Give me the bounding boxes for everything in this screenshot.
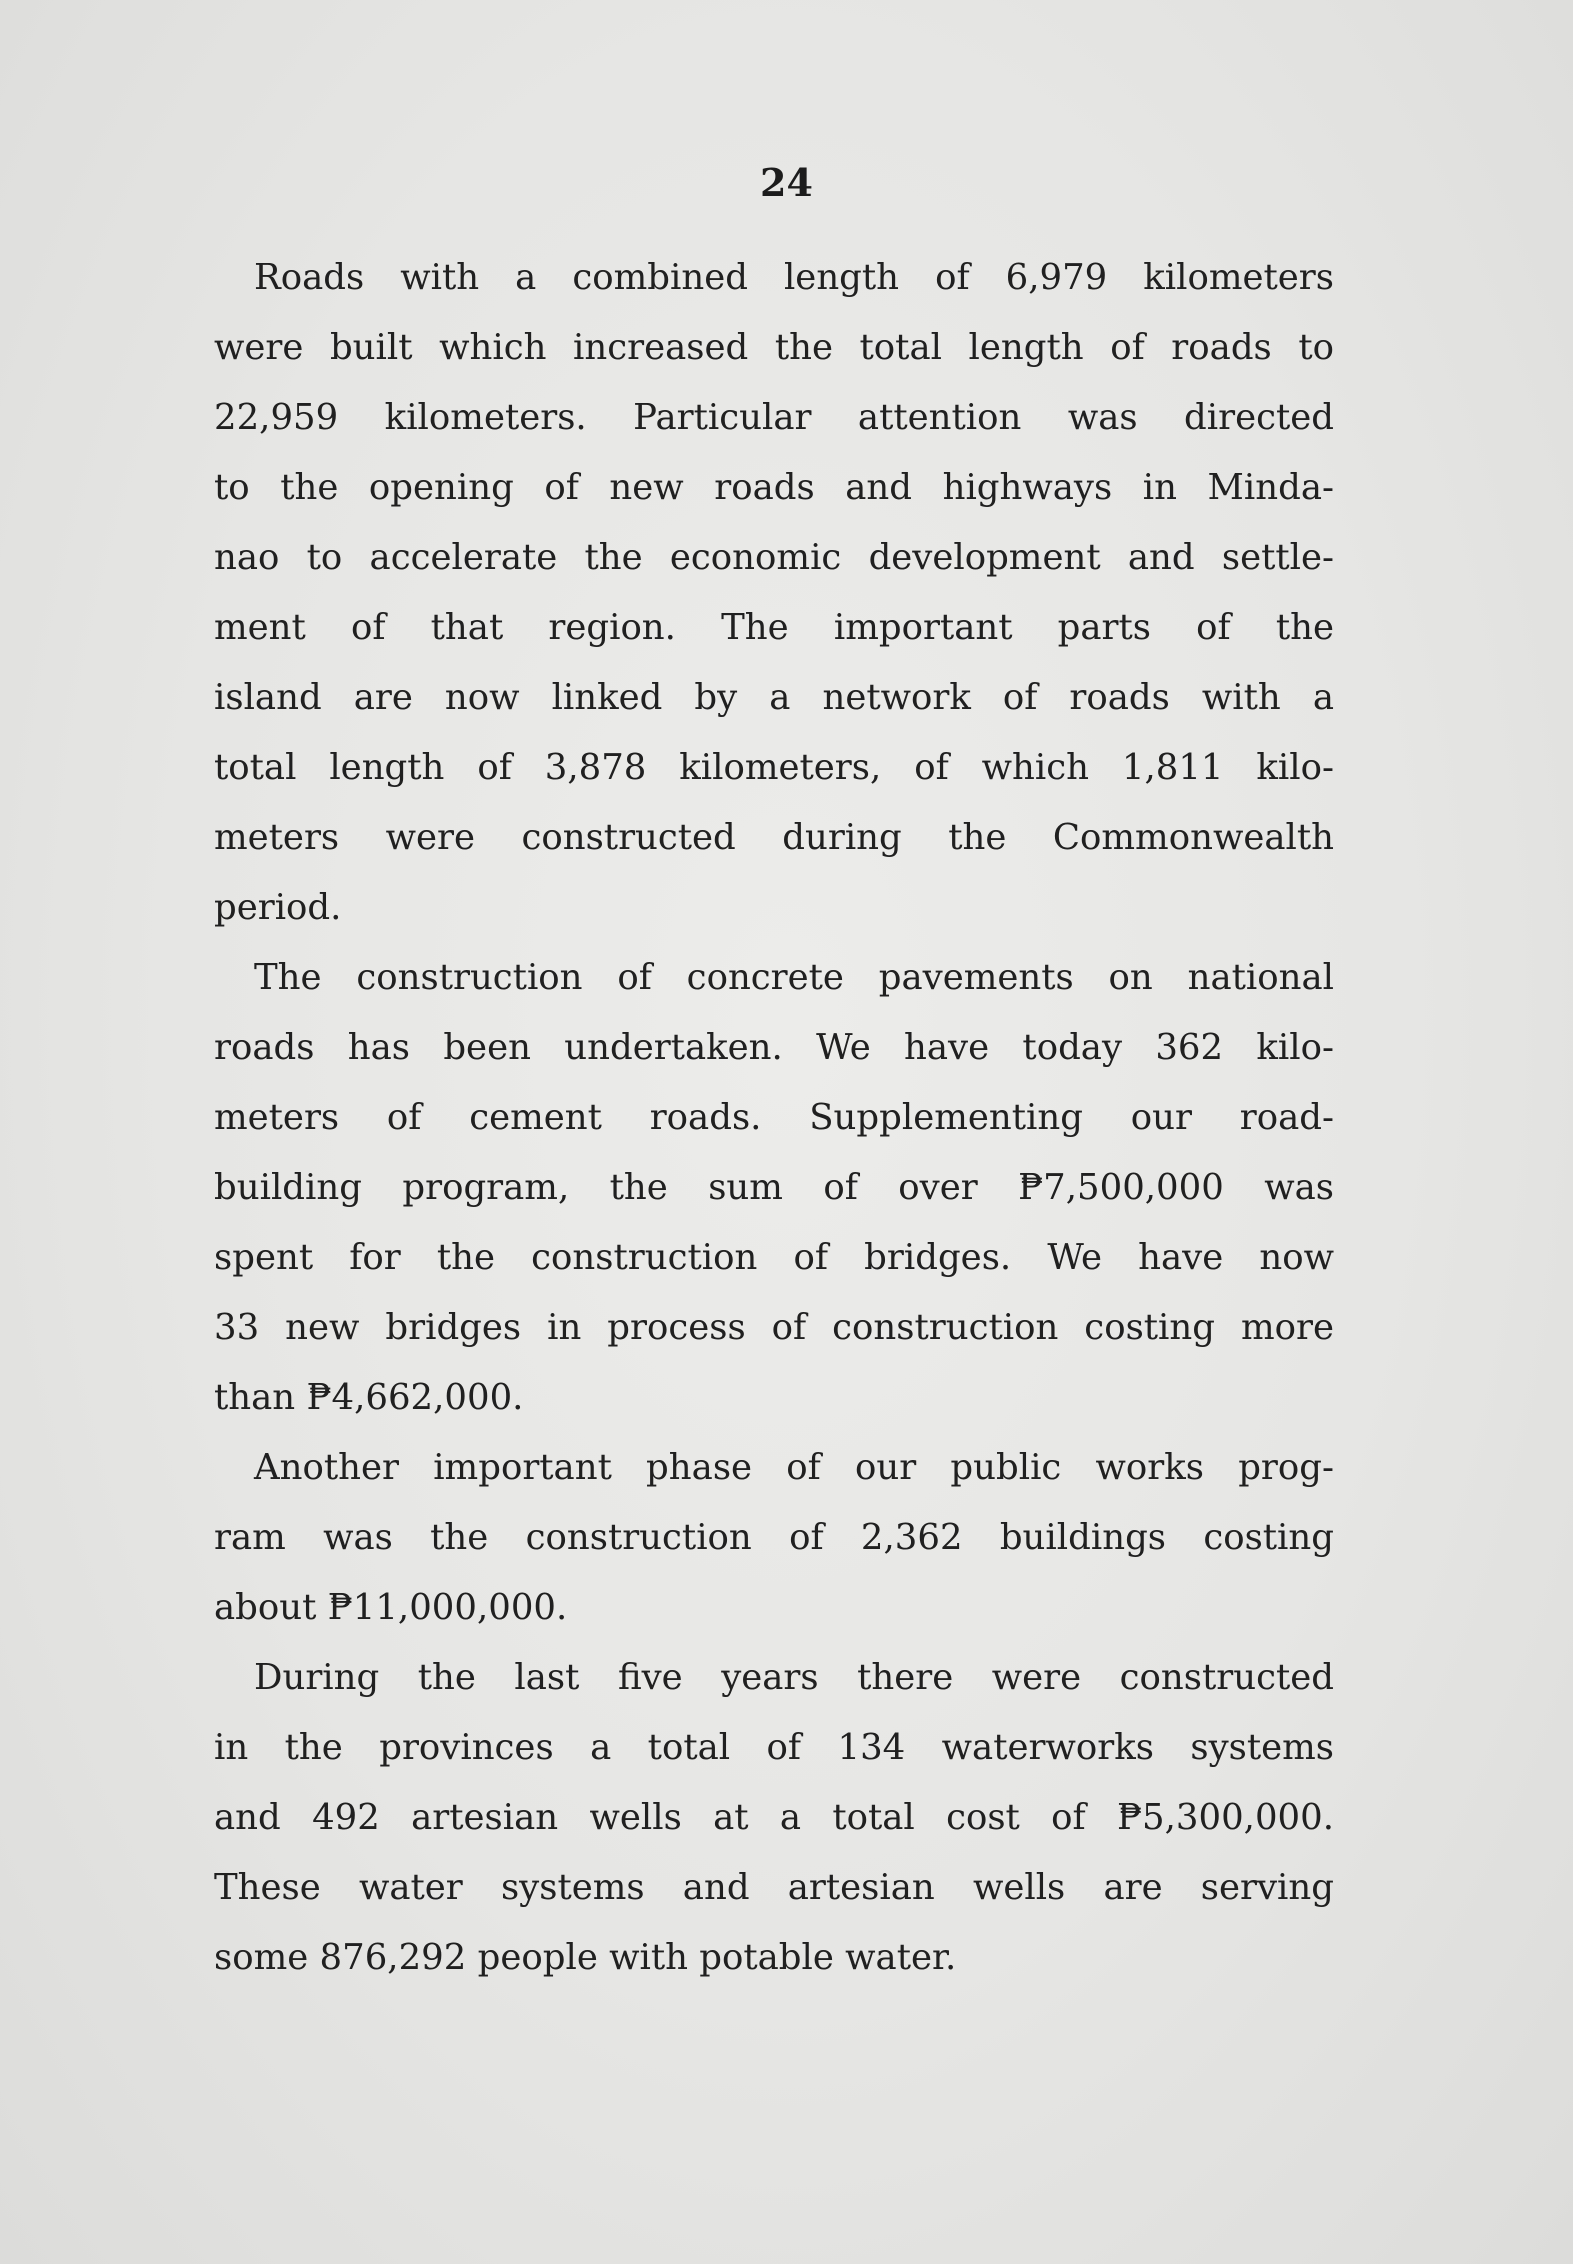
text-line: about ₱11,000,000. xyxy=(214,1587,568,1628)
page-number: 24 xyxy=(760,160,813,205)
text-line: period. xyxy=(214,887,342,928)
text-line: in the provinces a total of 134 waterworks systems xyxy=(214,1727,1334,1768)
text-line: ram was the construction of 2,362 buildings costing xyxy=(214,1517,1334,1558)
text-line: spent for the construction of bridges. We have now xyxy=(214,1237,1334,1278)
text-line: 33 new bridges in process of construction costing more xyxy=(214,1307,1334,1348)
text-line: Another important phase of our public works prog- xyxy=(254,1447,1334,1488)
text-line: some 876,292 people with potable water. xyxy=(214,1937,957,1978)
paragraph-roads xyxy=(214,243,1334,943)
text-line: island are now linked by a network of roads with a xyxy=(214,677,1334,718)
text-line: roads has been undertaken. We have today 362 kilo- xyxy=(214,1027,1334,1068)
text-line: nao to accelerate the economic development and settle- xyxy=(214,537,1334,578)
paragraph-waterworks xyxy=(214,1643,1334,1993)
text-line: than ₱4,662,000. xyxy=(214,1377,524,1418)
text-line: to the opening of new roads and highways in Minda- xyxy=(214,467,1334,508)
text-line: These water systems and artesian wells are serving xyxy=(214,1867,1334,1908)
text-line: and 492 artesian wells at a total cost of ₱5,300,000. xyxy=(214,1797,1334,1838)
text-line: ment of that region. The important parts of the xyxy=(214,607,1334,648)
text-line: meters were constructed during the Commonwealth xyxy=(214,817,1334,858)
text-line: building program, the sum of over ₱7,500,000 was xyxy=(214,1167,1334,1208)
text-line: were built which increased the total length of roads to xyxy=(214,327,1334,368)
paragraph-pavements xyxy=(214,943,1334,1433)
text-line: meters of cement roads. Supplementing our road- xyxy=(214,1097,1334,1138)
body-text xyxy=(214,243,1334,1993)
paragraph-buildings xyxy=(214,1433,1334,1643)
text-line: 22,959 kilometers. Particular attention was directed xyxy=(214,397,1334,438)
text-line: total length of 3,878 kilometers, of which 1,811 kilo- xyxy=(214,747,1334,788)
text-line: The construction of concrete pavements on national xyxy=(254,957,1334,998)
text-line: During the last five years there were constructed xyxy=(254,1657,1334,1698)
text-line: Roads with a combined length of 6,979 kilometers xyxy=(254,257,1334,298)
